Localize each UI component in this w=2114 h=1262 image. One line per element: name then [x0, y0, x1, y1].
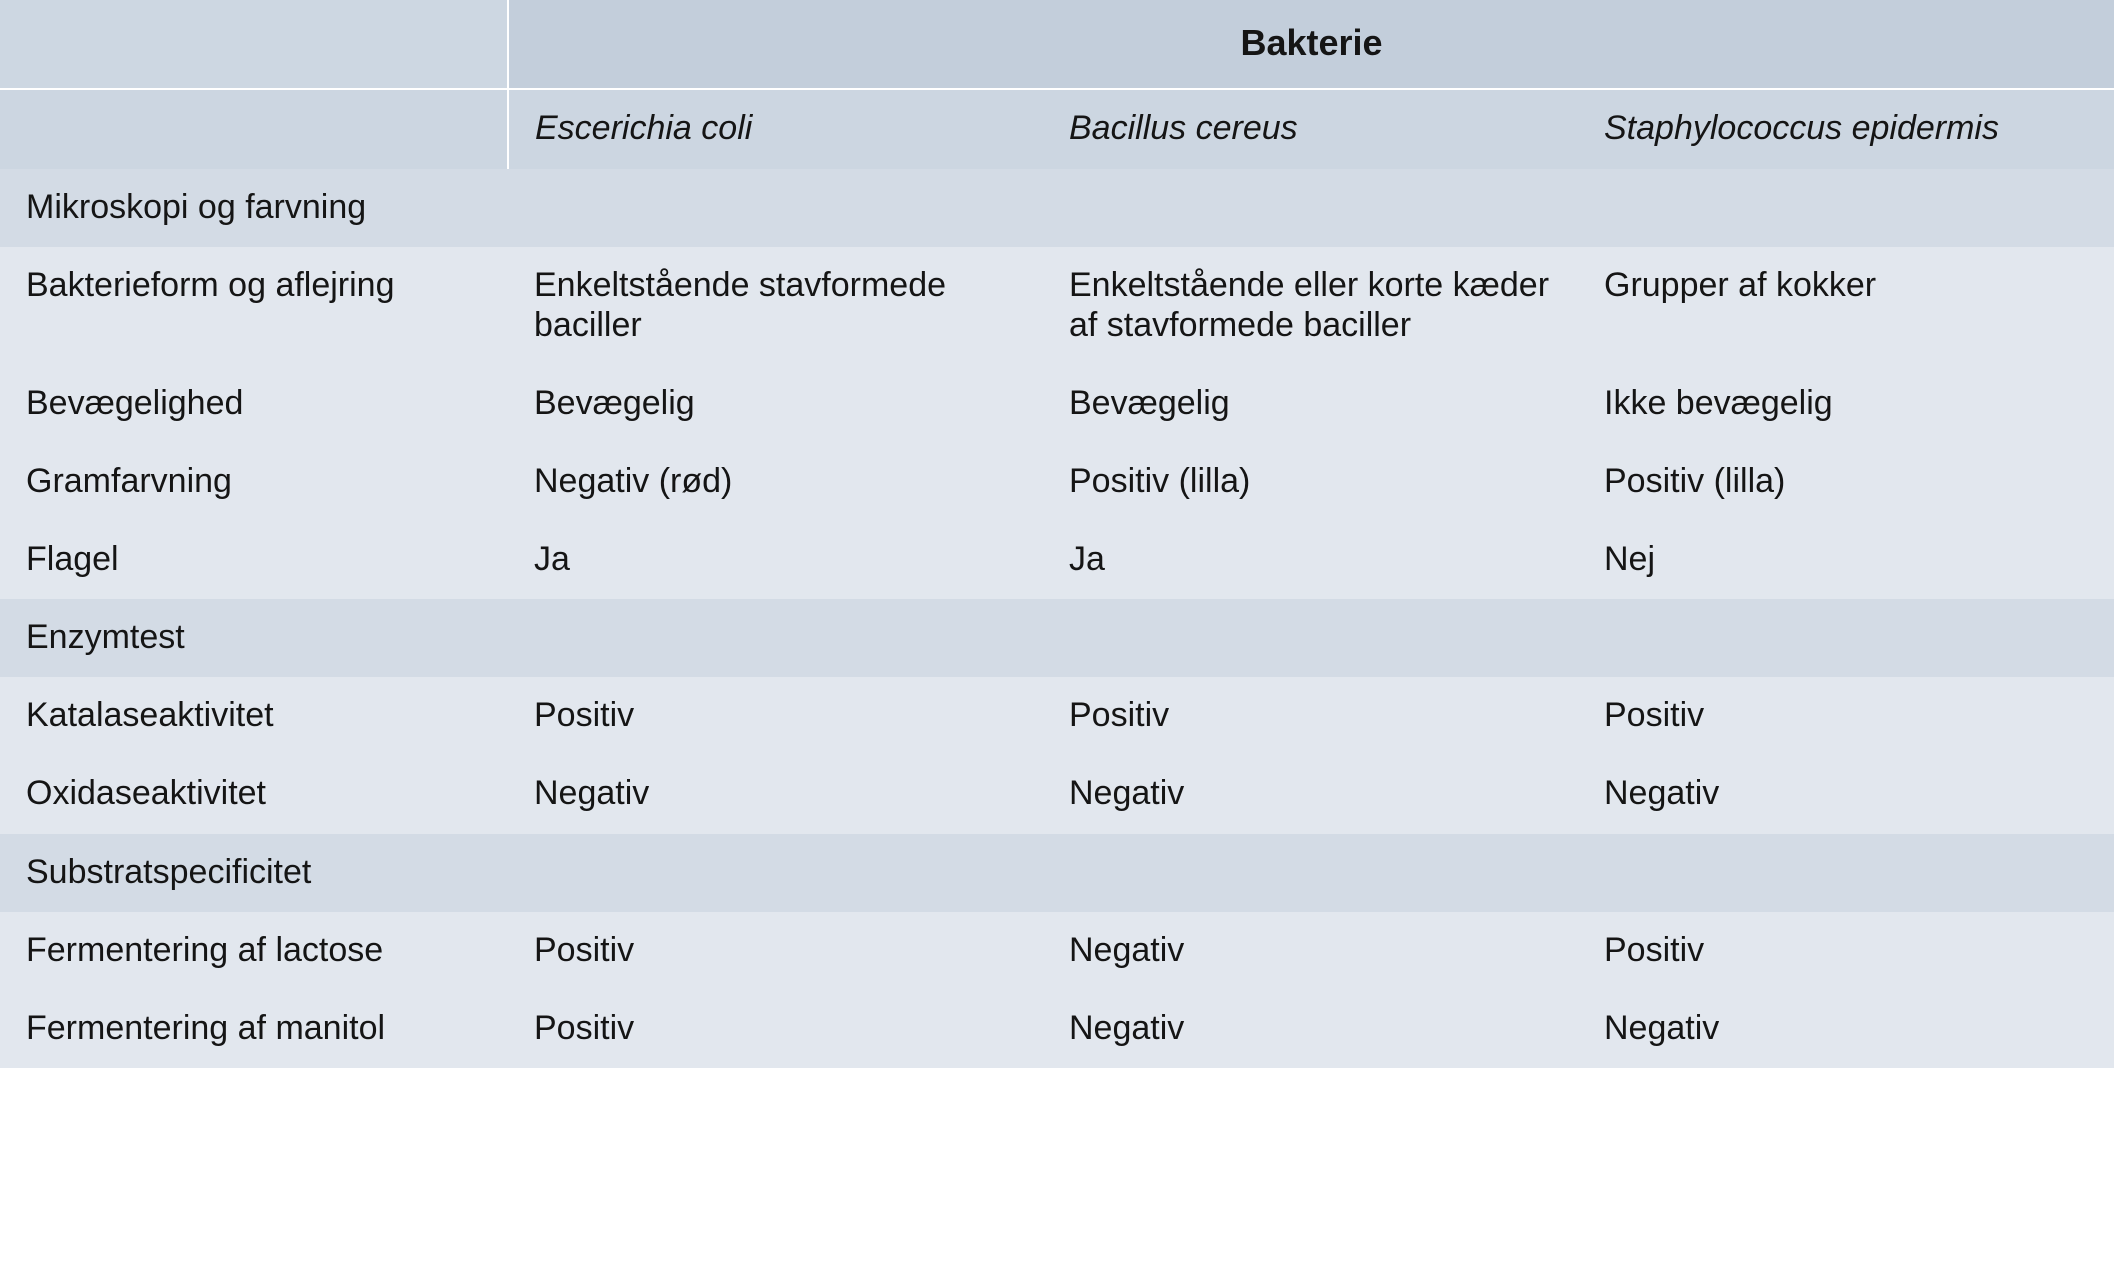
cell-flagel-bacillus-cereus: Ja: [1043, 521, 1578, 599]
row-label-bevaegelighed: Bevægelighed: [0, 365, 508, 443]
table-row: [0, 443, 2114, 521]
section-header-row-enzymtest: [0, 599, 2114, 677]
section-title-enzymtest: Enzymtest: [0, 599, 2114, 677]
species-header-blank: [0, 89, 508, 168]
cell-gramfarvning-staphylococcus-epidermis: Positiv (lilla): [1578, 443, 2114, 521]
table-row: [0, 365, 2114, 443]
row-label-oxidaseaktivitet: Oxidaseaktivitet: [0, 755, 508, 833]
cell-oxidaseaktivitet-bacillus-cereus: Negativ: [1043, 755, 1578, 833]
group-header-bakterie: Bakterie: [508, 0, 2114, 89]
table-row: [0, 755, 2114, 833]
species-header-escerichia-coli: Escerichia coli: [508, 89, 1043, 168]
species-header-staphylococcus-epidermis: Staphylococcus epidermis: [1578, 89, 2114, 168]
cell-flagel-escerichia-coli: Ja: [508, 521, 1043, 599]
section-header-row-substratspecificitet: [0, 834, 2114, 912]
table-corner-cell: [0, 0, 508, 89]
cell-manitol-escerichia-coli: Positiv: [508, 990, 1043, 1068]
cell-oxidaseaktivitet-escerichia-coli: Negativ: [508, 755, 1043, 833]
cell-manitol-staphylococcus-epidermis: Negativ: [1578, 990, 2114, 1068]
row-label-fermentering-af-manitol: Fermentering af manitol: [0, 990, 508, 1068]
row-label-fermentering-af-lactose: Fermentering af lactose: [0, 912, 508, 990]
cell-katalaseaktivitet-staphylococcus-epidermis: Positiv: [1578, 677, 2114, 755]
cell-gramfarvning-bacillus-cereus: Positiv (lilla): [1043, 443, 1578, 521]
row-label-flagel: Flagel: [0, 521, 508, 599]
cell-lactose-escerichia-coli: Positiv: [508, 912, 1043, 990]
cell-bakterieform-bacillus-cereus: Enkeltstående eller korte kæder af stavformede baciller: [1043, 247, 1578, 365]
table-row: [0, 990, 2114, 1068]
table-row: [0, 521, 2114, 599]
cell-flagel-staphylococcus-epidermis: Nej: [1578, 521, 2114, 599]
cell-katalaseaktivitet-bacillus-cereus: Positiv: [1043, 677, 1578, 755]
species-header-bacillus-cereus: Bacillus cereus: [1043, 89, 1578, 168]
section-header-row-mikroskopi: [0, 169, 2114, 247]
section-title-substratspecificitet: Substratspecificitet: [0, 834, 2114, 912]
table-row: [0, 912, 2114, 990]
table-row: [0, 247, 2114, 365]
table-row: [0, 677, 2114, 755]
cell-katalaseaktivitet-escerichia-coli: Positiv: [508, 677, 1043, 755]
cell-bakterieform-staphylococcus-epidermis: Grupper af kokker: [1578, 247, 2114, 365]
row-label-gramfarvning: Gramfarvning: [0, 443, 508, 521]
table-species-header-row: [0, 89, 2114, 168]
cell-bakterieform-escerichia-coli: Enkeltstående stavformede baciller: [508, 247, 1043, 365]
row-label-bakterieform-og-aflejring: Bakterieform og aflejring: [0, 247, 508, 365]
cell-bevaegelighed-staphylococcus-epidermis: Ikke bevægelig: [1578, 365, 2114, 443]
table-group-header-row: [0, 0, 2114, 89]
cell-oxidaseaktivitet-staphylococcus-epidermis: Negativ: [1578, 755, 2114, 833]
cell-gramfarvning-escerichia-coli: Negativ (rød): [508, 443, 1043, 521]
cell-lactose-bacillus-cereus: Negativ: [1043, 912, 1578, 990]
cell-manitol-bacillus-cereus: Negativ: [1043, 990, 1578, 1068]
cell-bevaegelighed-bacillus-cereus: Bevægelig: [1043, 365, 1578, 443]
section-title-mikroskopi-og-farvning: Mikroskopi og farvning: [0, 169, 2114, 247]
cell-bevaegelighed-escerichia-coli: Bevægelig: [508, 365, 1043, 443]
row-label-katalaseaktivitet: Katalaseaktivitet: [0, 677, 508, 755]
cell-lactose-staphylococcus-epidermis: Positiv: [1578, 912, 2114, 990]
